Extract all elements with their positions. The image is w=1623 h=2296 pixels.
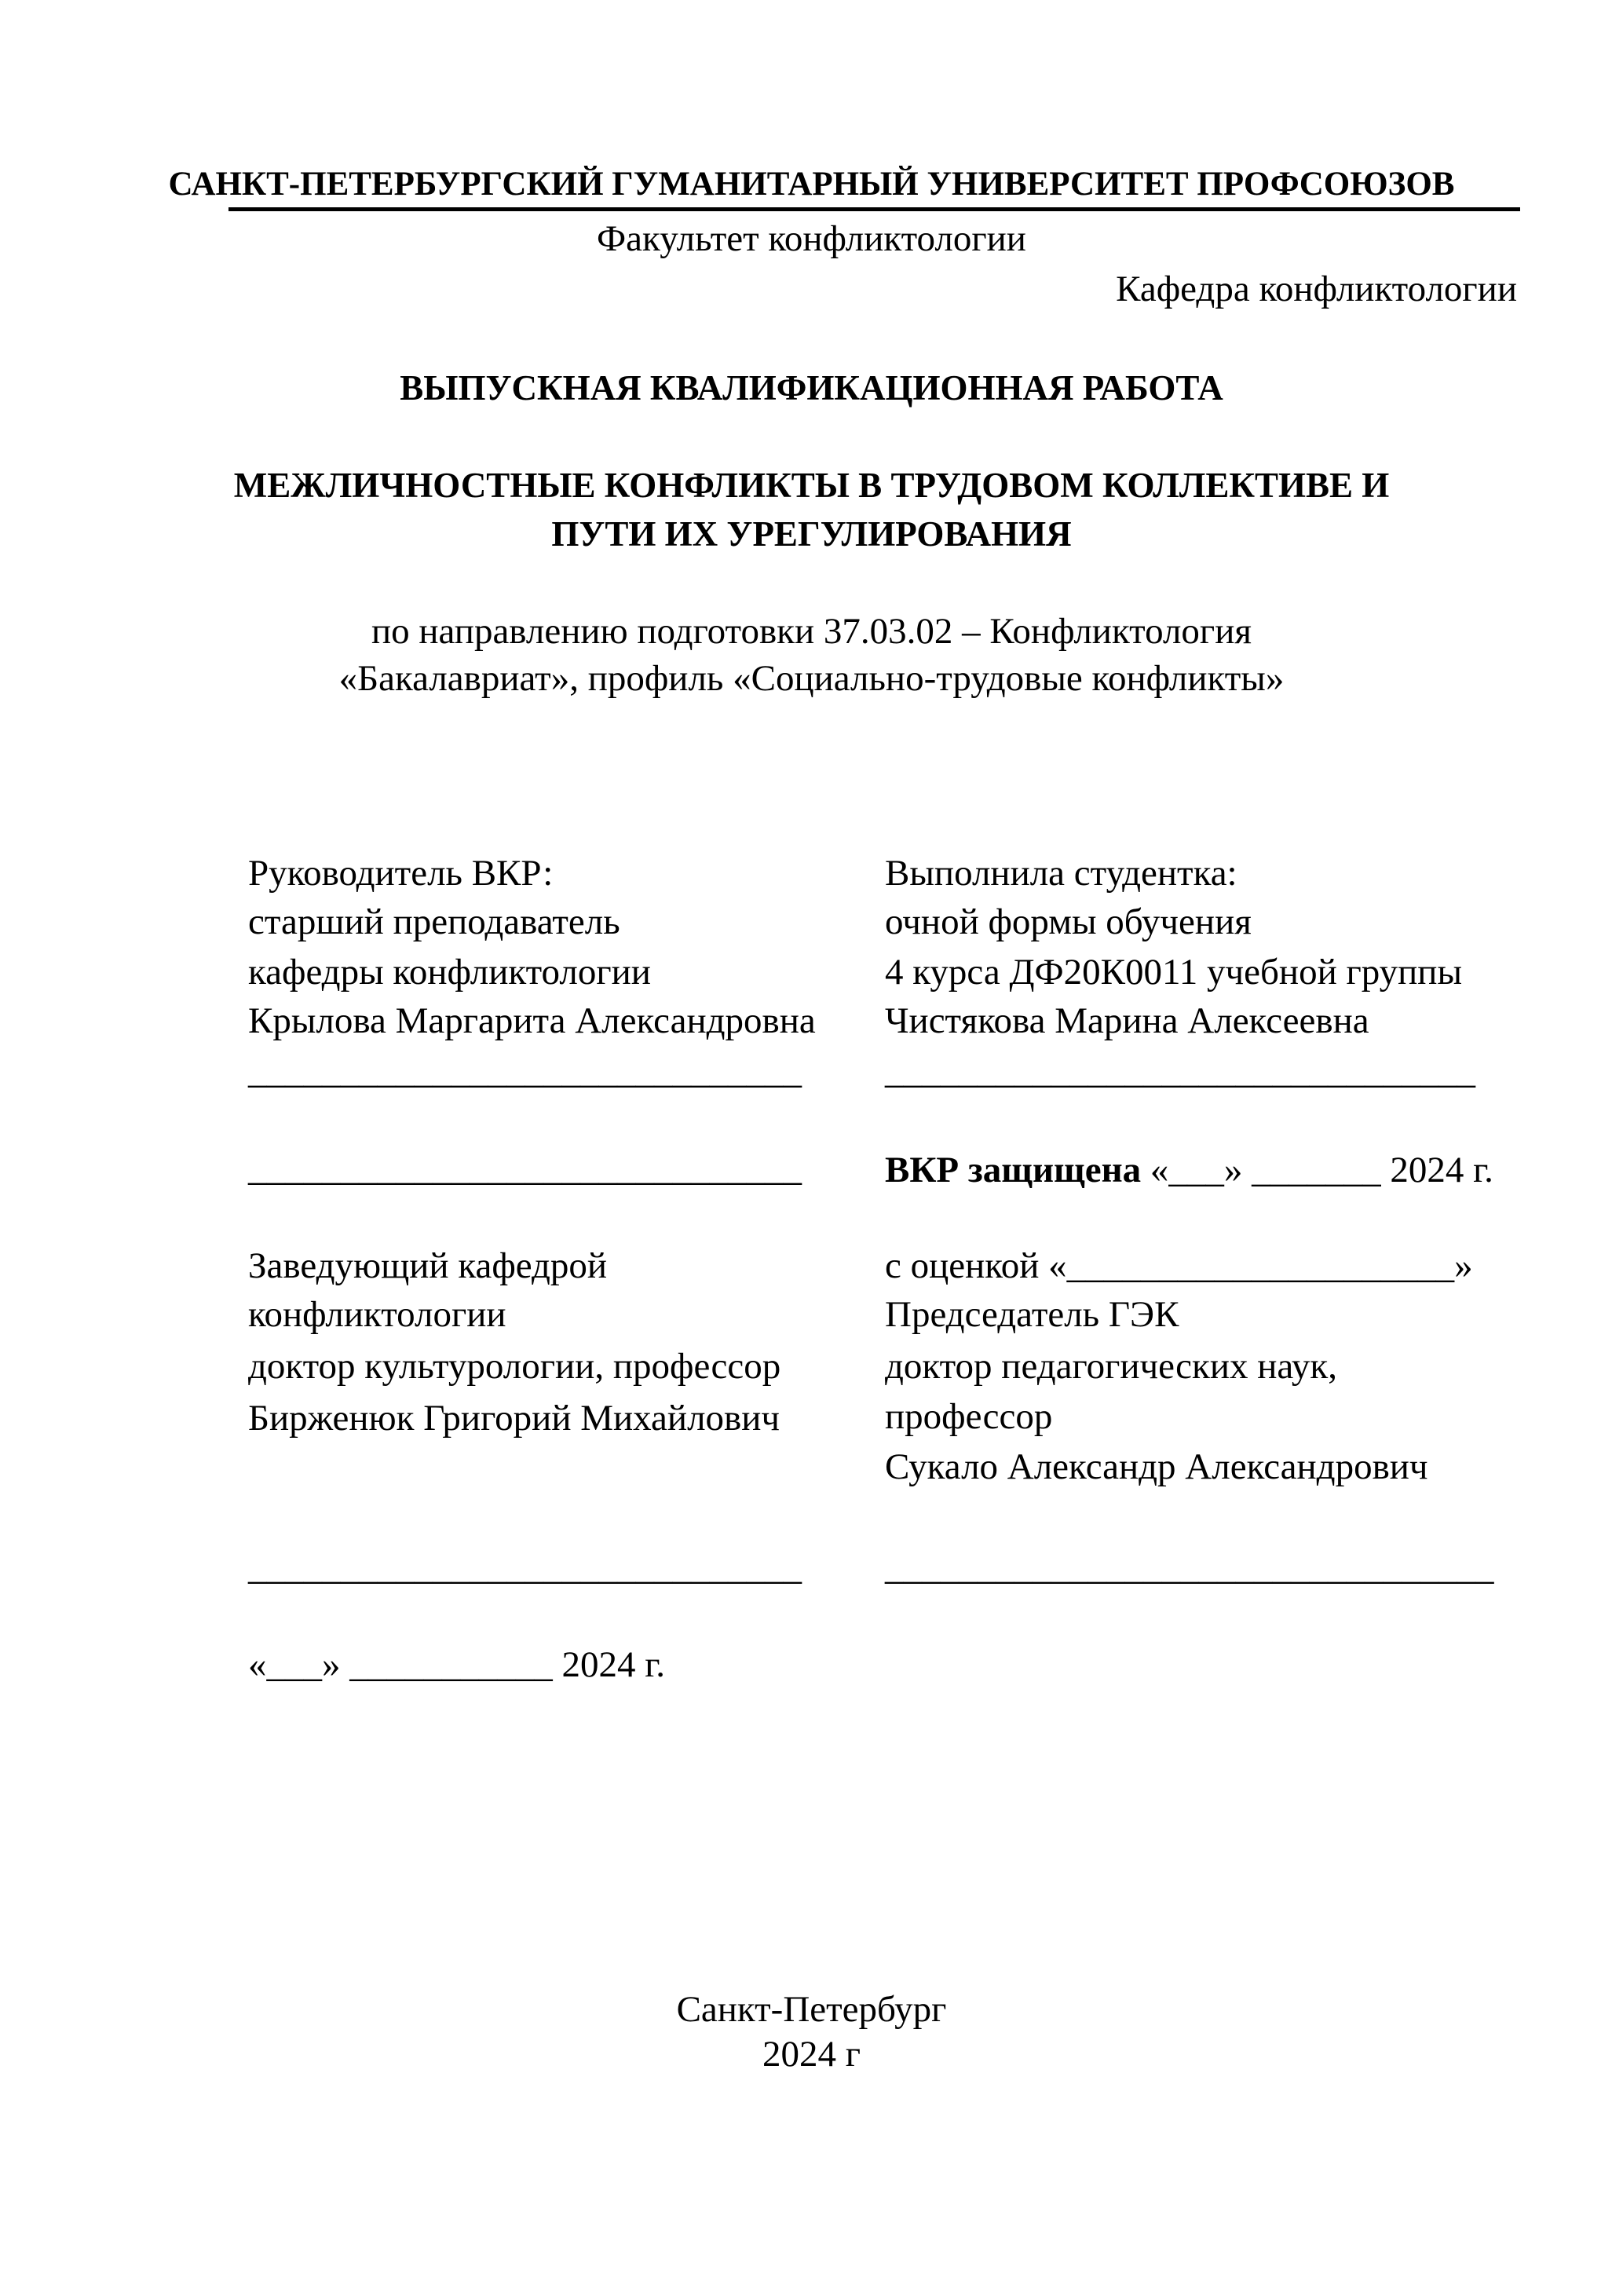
supervisor-signature-line-2: ______________________________: [248, 1148, 802, 1189]
student-name: Чистякова Марина Алексеевна: [885, 1000, 1369, 1041]
direction-line-1: по направлению подготовки 37.03.02 – Конфликтология: [371, 611, 1252, 652]
header-rule: [228, 207, 1520, 211]
chairman-signature-line: _________________________________: [885, 1547, 1494, 1588]
head-date: «___» ___________ 2024 г.: [248, 1644, 665, 1685]
chairman-label: Председатель ГЭК: [885, 1294, 1179, 1335]
topic-line-1: МЕЖЛИЧНОСТНЫЕ КОНФЛИКТЫ В ТРУДОВОМ КОЛЛЕКТИВЕ И: [233, 466, 1390, 505]
topic-line-2: ПУТИ ИХ УРЕГУЛИРОВАНИЯ: [551, 514, 1072, 554]
defense-line: [885, 1146, 1493, 1194]
direction-line-2: «Бакалавриат», профиль «Социально-трудовые конфликты»: [338, 658, 1285, 699]
student-form: очной формы обучения: [885, 901, 1252, 942]
chairman-degree: доктор педагогических наук,: [885, 1346, 1337, 1387]
student-signature-line: ________________________________: [885, 1051, 1475, 1091]
city: Санкт-Петербург: [676, 1989, 947, 2030]
supervisor-department: кафедры конфликтологии: [248, 952, 651, 993]
department-name: Кафедра конфликтологии: [1116, 269, 1517, 309]
head-signature-line: ______________________________: [248, 1547, 802, 1588]
faculty-name: Факультет конфликтологии: [597, 218, 1026, 259]
chairman-name: Сукало Александр Александрович: [885, 1446, 1428, 1487]
supervisor-name: Крылова Маргарита Александровна: [248, 1000, 816, 1041]
defense-grade: с оценкой «_____________________»: [885, 1245, 1473, 1286]
supervisor-signature-line: ______________________________: [248, 1051, 802, 1091]
student-group: 4 курса ДФ20К0011 учебной группы: [885, 952, 1463, 993]
head-degree: доктор культурологии, профессор: [248, 1346, 781, 1387]
supervisor-position: старший преподаватель: [248, 901, 620, 942]
year: 2024 г: [762, 2034, 861, 2075]
defense-label: ВКР защищена: [885, 1150, 1142, 1190]
head-name: Бирженюк Григорий Михайлович: [248, 1398, 780, 1439]
university-name: САНКТ-ПЕТЕРБУРГСКИЙ ГУМАНИТАРНЫЙ УНИВЕРСИТЕТ ПРОФСОЮЗОВ: [168, 166, 1455, 203]
chairman-title: профессор: [885, 1396, 1053, 1437]
defense-date: «___» _______ 2024 г.: [1141, 1150, 1493, 1190]
head-label: Заведующий кафедрой: [248, 1245, 608, 1286]
head-department: конфликтологии: [248, 1294, 506, 1335]
work-type-heading: ВЫПУСКНАЯ КВАЛИФИКАЦИОННАЯ РАБОТА: [400, 368, 1223, 408]
student-label: Выполнила студентка:: [885, 853, 1237, 894]
supervisor-label: Руководитель ВКР:: [248, 853, 554, 894]
